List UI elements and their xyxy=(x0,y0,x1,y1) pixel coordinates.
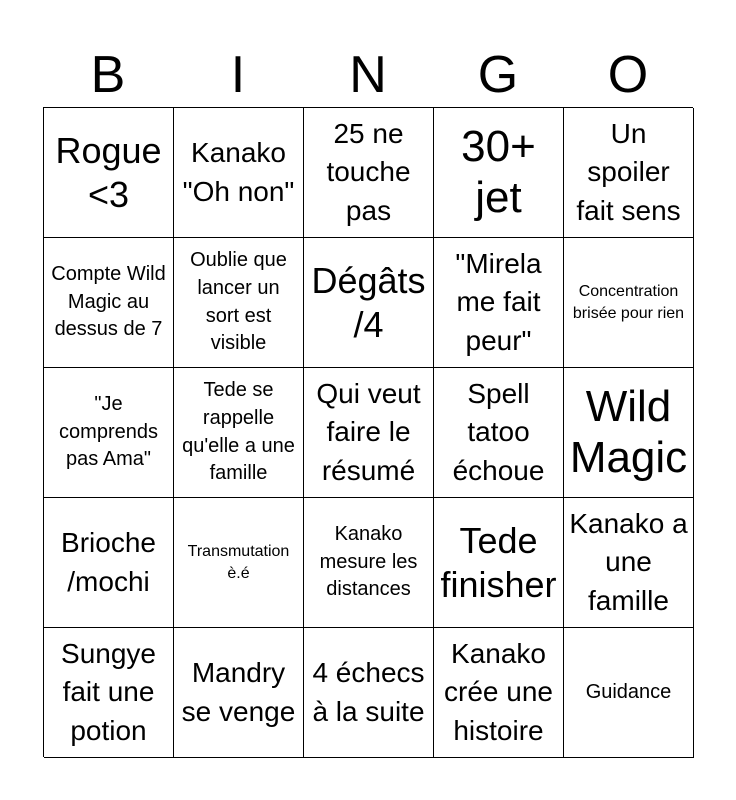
bingo-cell[interactable]: Wild Magic xyxy=(564,368,694,498)
bingo-cell[interactable]: Guidance xyxy=(564,628,694,758)
bingo-cell[interactable]: Kanako "Oh non" xyxy=(174,108,304,238)
bingo-cell[interactable]: Transmutation è.é xyxy=(174,498,304,628)
bingo-cell[interactable]: Tede finisher xyxy=(434,498,564,628)
bingo-cell[interactable]: 25 ne touche pas xyxy=(304,108,434,238)
bingo-cell[interactable]: "Mirela me fait peur" xyxy=(434,238,564,368)
bingo-cell[interactable]: Mandry se venge xyxy=(174,628,304,758)
bingo-cell[interactable]: Qui veut faire le résumé xyxy=(304,368,434,498)
bingo-cell[interactable]: Kanako crée une histoire xyxy=(434,628,564,758)
bingo-cell[interactable]: Compte Wild Magic au dessus de 7 xyxy=(44,238,174,368)
bingo-cell[interactable]: Brioche /mochi xyxy=(44,498,174,628)
bingo-cell[interactable]: Un spoiler fait sens xyxy=(564,108,694,238)
bingo-cell[interactable]: Spell tatoo échoue xyxy=(434,368,564,498)
bingo-cell[interactable]: Kanako a une famille xyxy=(564,498,694,628)
header-letter-o: O xyxy=(607,46,649,104)
bingo-grid xyxy=(43,107,693,757)
bingo-cell[interactable]: 30+ jet xyxy=(434,108,564,238)
header-letter-i: I xyxy=(230,46,246,104)
bingo-header xyxy=(43,44,693,106)
bingo-cell[interactable]: 4 échecs à la suite xyxy=(304,628,434,758)
bingo-cell[interactable]: Sungye fait une potion xyxy=(44,628,174,758)
bingo-cell[interactable]: Concentration brisée pour rien xyxy=(564,238,694,368)
bingo-cell[interactable]: Kanako mesure les distances xyxy=(304,498,434,628)
header-letter-n: N xyxy=(349,46,387,104)
header-letter-g: G xyxy=(477,46,519,104)
bingo-cell[interactable]: "Je comprends pas Ama" xyxy=(44,368,174,498)
bingo-cell[interactable]: Tede se rappelle qu'elle a une famille xyxy=(174,368,304,498)
bingo-cell[interactable]: Dégâts /4 xyxy=(304,238,434,368)
bingo-cell[interactable]: Rogue <3 xyxy=(44,108,174,238)
header-letter-b: B xyxy=(90,46,126,104)
bingo-cell[interactable]: Oublie que lancer un sort est visible xyxy=(174,238,304,368)
